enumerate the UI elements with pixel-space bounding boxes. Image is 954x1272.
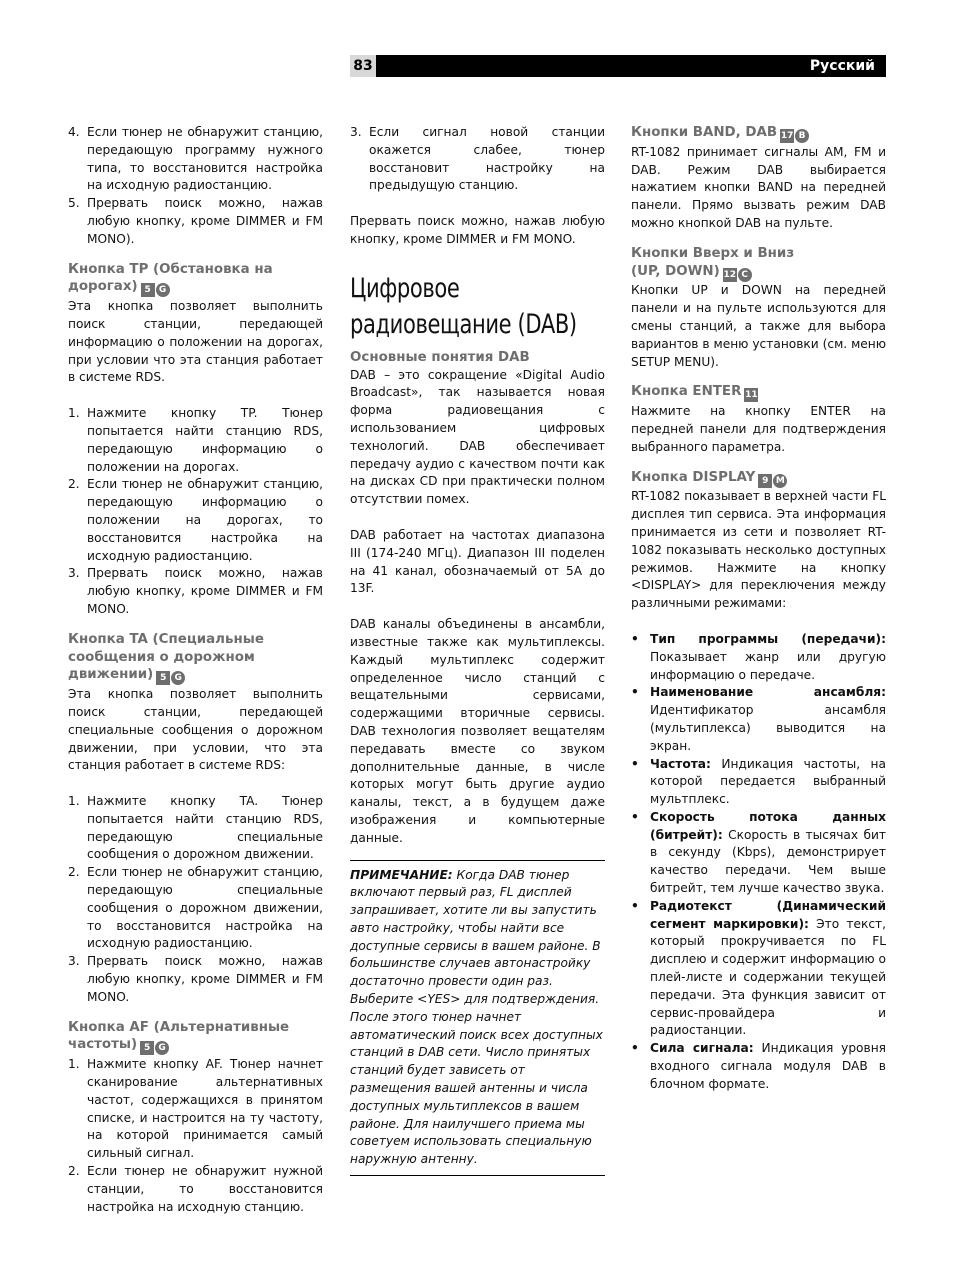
list-item: 4. Если тюнер не обнаружит станцию, передающую программу нужного типа, то восстановится настройка на исходную радиостанцию. (68, 125, 323, 193)
remote-key-marker: 9 (758, 474, 772, 488)
paragraph: DAB каналы объединены в ансамбли, известные также как мультиплексы. Каждый мультиплекс содержит определенное число станций с вещательными сервисами, содержащими вторичные сервисы. DAB технология позволяет вещателям передавать вместе со звуком дополнительные данные, в числе которых могут быть другие аудио каналы, текст, а в будущем даже изображения и компьютерные данные. (350, 617, 605, 845)
numbered-list (350, 124, 605, 195)
section-heading-tp: Кнопка TP (Обстановка на дорогах) 5 G (68, 261, 273, 296)
front-panel-marker: G (155, 1041, 169, 1055)
list-item: 1. Нажмите кнопку AF. Тюнер начнет сканирование альтернативных частот, содержащихся в принятом списке, и настроится на ту частоту, на которой принимается самый сильный сигнал. (68, 1057, 323, 1161)
section-heading-display: Кнопка DISPLAY 9 M (631, 469, 886, 489)
list-item: 3. Если сигнал новой станции окажется слабее, тюнер восстановит настройку на предыдущую станцию. (350, 125, 605, 193)
paragraph: Прервать поиск можно, нажав любую кнопку, кроме DIMMER и FM MONO. (350, 214, 605, 246)
list-item: 2. Если тюнер не обнаружит нужной станции, то восстановится настройка на исходную станцию. (68, 1164, 323, 1214)
list-item: • Скорость потока данных (битрейт): Скорость в тысячах бит в секунду (Kbps), демонстрирует качество передачи. Чем выше битрейт, тем лучше качество звука. (631, 809, 887, 896)
section-title-dab: Цифровое радиовещание (DAB) (350, 272, 577, 340)
numbered-list (68, 124, 323, 249)
list-item: 2. Если тюнер не обнаружит станцию, передающую специальные сообщения о дорожном движении, то восстановится настройка на исходную радиостанцию. (68, 865, 323, 951)
bullet-list (631, 631, 886, 1094)
remote-key-marker: 17 (780, 131, 794, 141)
numbered-list (68, 405, 323, 619)
note-text: Когда DAB тюнер включают первый раз, FL дисплей запрашивает, хотите ли вы запустить авто настройку, чтобы найти все доступные сервисы в вашем районе. В большинстве случаев автонастройку достаточно провести один раз. Выберите <YES> для подтверждения. После этого тюнер начнет автоматический поиск всех доступных станций в DAB сети. Число принятых станций будет зависеть от размещения вашей антенны и числа доступных мультиплексов в вашем районе. Для наилучшего приема мы советуем использовать специальную наружную антенну. (350, 867, 603, 1167)
list-item: 1. Нажмите кнопку TP. Тюнер попытается найти станцию RDS, передающую информацию о положении на дорогах. (68, 406, 323, 474)
subsection-heading-basics: Основные понятия DAB (350, 349, 530, 365)
note-box (350, 860, 605, 1177)
front-panel-marker: G (156, 283, 170, 297)
list-item: • Тип программы (передачи): Показывает жанр или другую информацию о передаче. (631, 631, 886, 682)
paragraph: Эта кнопка позволяет выполнить поиск станции, передающей специальные сообщения о дорожном движении, при условии, что эта станция работает в системе RDS: (68, 687, 323, 773)
page-header-bar (350, 55, 886, 77)
front-panel-marker: G (171, 671, 185, 685)
section-heading-updown: Кнопки Вверх и Вниз (UP, DOWN) 12 C (631, 245, 795, 280)
list-item: • Сила сигнала: Индикация уровня входного сигнала модуля DAB в блочном формате. (631, 1041, 886, 1091)
list-item: • Наименование ансамбля: Идентификатор ансамбля (мультиплекса) выводится на экран. (631, 685, 886, 753)
section-heading-enter: Кнопка ENTER 11 (631, 384, 758, 401)
list-item: • Частота: Индикация частоты, на которой передается выбранный мультплекс. (631, 756, 886, 807)
list-item: 1. Нажмите кнопку TA. Тюнер попытается найти станцию RDS, передающую специальные сообщения о дорожном движении. (68, 794, 323, 862)
paragraph: DAB работает на частотах диапазона III (174-240 МГц). Диапазон III поделен на 41 канал, обозначаемый от 5А до 13F. (350, 527, 605, 596)
paragraph: RT-1082 принимает сигналы AM, FM и DAB. Режим DAB выбирается нажатием кнопки BAND на передней панели. Прямо вызвать режим DAB можно кнопкой DAB на пульте. (631, 144, 886, 230)
front-panel-marker: B (795, 129, 809, 143)
list-item: 5. Прервать поиск можно, нажав любую кнопку, кроме DIMMER и FM MONO). (68, 196, 323, 246)
numbered-list (68, 793, 323, 1007)
front-panel-marker: C (738, 268, 752, 282)
page-number: 83 (350, 55, 376, 77)
list-item: 2. Если тюнер не обнаружит станцию, передающую информацию о положении на дорогах, то восстановится настройка на исходную радиостанцию. (68, 477, 323, 563)
numbered-list (68, 1056, 323, 1216)
list-item: • Радиотекст (Динамический сегмент маркировки): Это текст, который прокручивается по FL дисплею и содержит информацию о плей-листе и содержании текущей передачи. Эта функция зависит от сервис-провайдера и радиостанции. (631, 898, 886, 1038)
paragraph: Эта кнопка позволяет выполнить поиск станции, передающей информацию о положении на дорогах, при условии что эта станция работает в системе RDS. (68, 299, 323, 385)
list-item: 3. Прервать поиск можно, нажав любую кнопку, кроме DIMMER и FM MONO. (68, 954, 323, 1004)
list-item: 3. Прервать поиск можно, нажав любую кнопку, кроме DIMMER и FM MONO. (68, 566, 323, 616)
paragraph: DAB – это сокращение «Digital Audio Broadcast», так называется новая форма радиовещания с использованием цифровых технологий. DAB обеспечивает передачу аудио с качеством почти как на дисках CD при практически полном отсутствии помех. (350, 367, 605, 507)
front-panel-marker: M (773, 474, 787, 488)
remote-key-marker: 5 (140, 1041, 154, 1055)
column-3 (631, 124, 886, 1094)
note-label: ПРИМЕЧАНИЕ: (350, 867, 453, 882)
paragraph: Кнопки UP и DOWN на передней панели и на пульте используются для смены станций, а также для выбора вариантов в меню установки (см. меню SETUP MENU). (631, 283, 886, 369)
remote-key-marker: 5 (156, 671, 170, 685)
remote-key-marker: 11 (745, 390, 758, 401)
column-1 (68, 124, 323, 1216)
remote-key-marker: 12 (723, 269, 736, 280)
remote-key-marker: 5 (141, 283, 155, 297)
paragraph: RT-1082 показывает в верхней части FL дисплея тип сервиса. Эта информация принимается из сети и позволяет RT-1082 показывать несколько доступных режимов. Нажмите на кнопку <DISPLAY> для переключения между различными режимами: (631, 489, 886, 611)
column-2 (350, 124, 605, 1176)
section-heading-af: Кнопка AF (Альтернативные частоты) 5 G (68, 1019, 290, 1054)
section-heading-ta: Кнопка TA (Специальные сообщения о дорожном движении) 5 G (68, 631, 264, 684)
section-heading-band: Кнопки BAND, DAB 17 B (631, 124, 886, 144)
paragraph: Нажмите на кнопку ENTER на передней панели для подтверждения выбранного параметра. (631, 404, 886, 454)
language-label: Русский (809, 58, 875, 74)
